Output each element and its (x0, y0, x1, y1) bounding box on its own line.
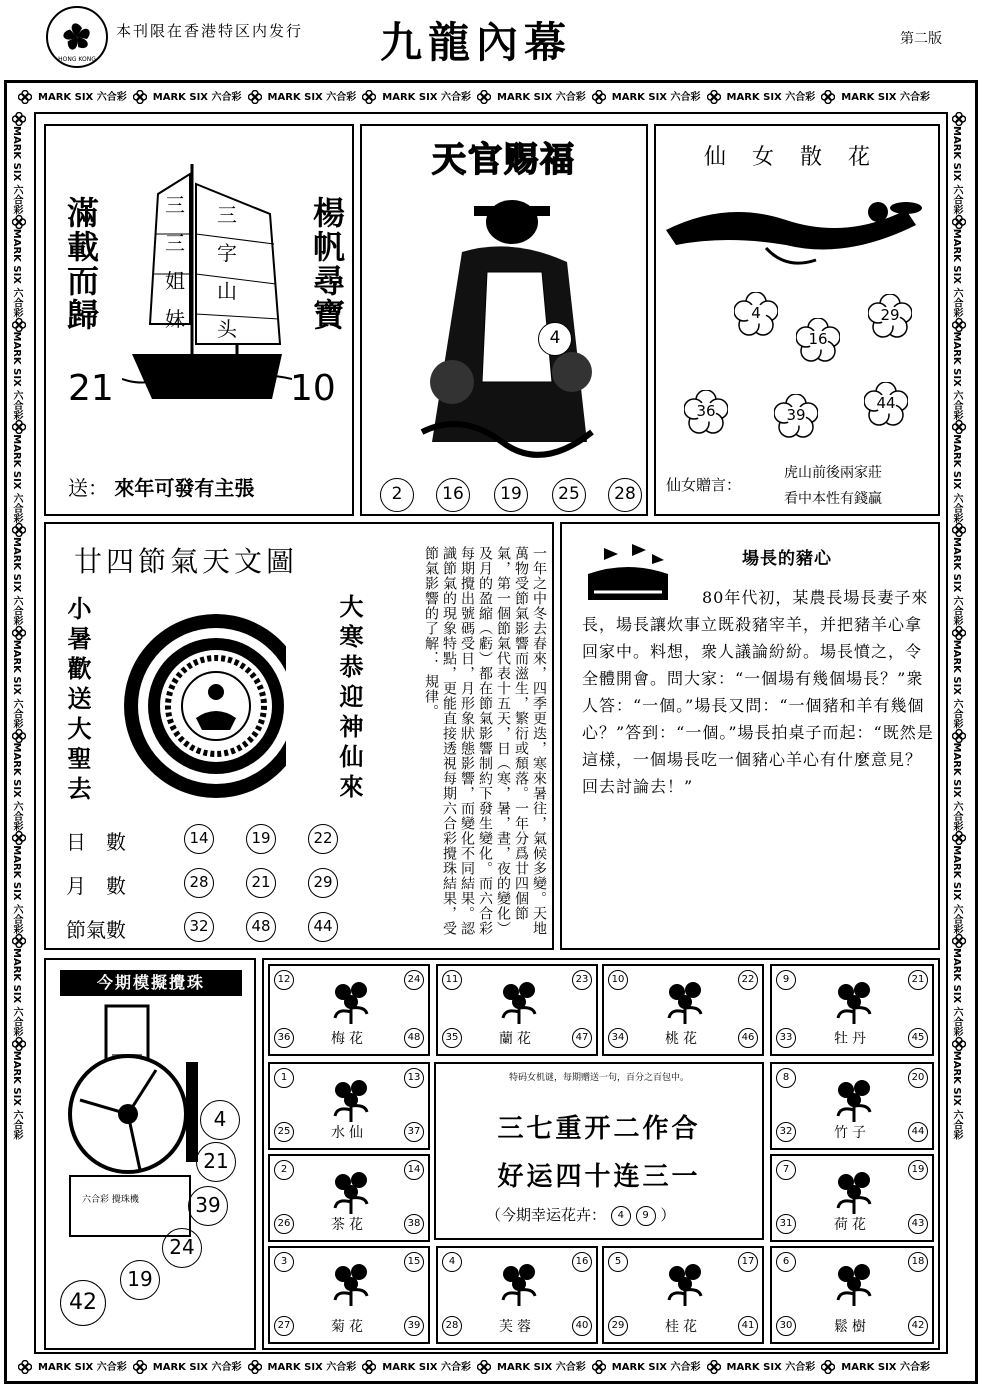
flower-num: 48 (404, 1028, 424, 1048)
flower-plant-icon (832, 1076, 876, 1122)
clover-icon (12, 420, 26, 434)
border-tag: 六合彩 (11, 287, 22, 318)
flower-num: 47 (572, 1028, 592, 1048)
riddle-tagline: 特码女机谜，每期赠送一句，百分之百包中。 (508, 1073, 689, 1083)
flower-name: 菊花 (331, 1319, 367, 1335)
boat-number-left: 21 (68, 368, 114, 409)
lucky-ball: 4 (611, 1206, 631, 1226)
solar-number-ball: 14 (184, 824, 214, 854)
sim-ball: 24 (162, 1228, 202, 1268)
clover-icon (952, 215, 966, 229)
solar-number-ball: 44 (308, 912, 338, 942)
border-tag: MARK SIX (951, 228, 962, 285)
flower-card (268, 964, 430, 1056)
border-tag: 六合彩 (670, 92, 701, 103)
flower-num: 4 (442, 1252, 462, 1272)
clover-icon (133, 1360, 147, 1374)
lucky-flower-row (486, 1204, 675, 1226)
flower-num: 1 (274, 1068, 294, 1088)
flower-number: 44 (876, 394, 896, 412)
flower-plant-icon (832, 978, 876, 1024)
flower-num: 18 (908, 1252, 928, 1272)
flower-num: 10 (608, 970, 628, 990)
heaven-ball: 2 (380, 478, 414, 512)
border-tag: 六合彩 (785, 1362, 816, 1373)
clover-icon (821, 1360, 835, 1374)
flower-number: 29 (880, 306, 900, 324)
flower-plant-icon (663, 1260, 707, 1306)
flower-plant-icon (832, 1168, 876, 1214)
solar-row (66, 908, 356, 952)
clover-icon (133, 90, 147, 104)
flower-num: 41 (738, 1316, 758, 1336)
flower-num: 27 (274, 1316, 294, 1336)
heaven-ball: 19 (494, 478, 528, 512)
gift-text: 來年可發有主張 (114, 476, 255, 500)
boat-right-phrase: 楊帆尋寶 (308, 196, 346, 332)
border-tag: 六合彩 (211, 1362, 242, 1373)
riddle-line2: 好运四十连三一 (497, 1162, 701, 1192)
sail-char: 妹 (165, 307, 185, 331)
flower-plant-icon (329, 1260, 373, 1306)
solar-number-ball: 19 (246, 824, 276, 854)
flower-name: 梅花 (331, 1031, 367, 1047)
machine-label: 六合彩 攪珠機 (82, 1195, 139, 1205)
border-tag: 六合彩 (326, 92, 357, 103)
solar-row (66, 820, 356, 864)
clover-icon (477, 90, 491, 104)
heaven-ball-row (380, 478, 640, 512)
sail-char: 姐 (165, 269, 185, 293)
flower-number: 16 (808, 330, 828, 348)
flower-plant-icon (497, 1260, 541, 1306)
flower-num: 15 (404, 1252, 424, 1272)
clover-icon (18, 90, 32, 104)
border-tag: 六合彩 (441, 92, 471, 103)
clover-icon (12, 112, 26, 126)
sail-char: 三 (165, 193, 185, 217)
clover-icon (952, 1037, 966, 1051)
flower-name: 茶花 (331, 1217, 367, 1233)
flower-num: 19 (908, 1160, 928, 1180)
flower-num: 11 (442, 970, 462, 990)
border-tag: MARK SIX (951, 639, 962, 696)
clover-icon (952, 523, 966, 537)
solar-panel (44, 522, 554, 950)
clover-icon (12, 831, 26, 845)
flower-num: 25 (274, 1122, 294, 1142)
clover-icon (952, 112, 966, 126)
clover-icon (12, 1037, 26, 1051)
flower-name: 荷花 (834, 1217, 870, 1233)
flower-num: 34 (608, 1028, 628, 1048)
flower-num: 42 (908, 1316, 928, 1336)
sim-ball: 39 (188, 1186, 228, 1226)
flower-num: 46 (738, 1028, 758, 1048)
flower-name: 鬆樹 (834, 1319, 870, 1335)
sim-ball: 19 (120, 1260, 160, 1300)
border-tag: 六合彩 (951, 493, 962, 523)
heaven-ball: 16 (436, 478, 470, 512)
lucky-end: ） (660, 1206, 676, 1224)
flower-num: 12 (274, 970, 294, 990)
border-right (950, 112, 972, 1354)
flower-num: 20 (908, 1068, 928, 1088)
solar-row (66, 864, 356, 908)
flower-num: 5 (608, 1252, 628, 1272)
clover-icon (952, 729, 966, 743)
border-tag: MARK SIX (382, 92, 438, 103)
border-tag: 六合彩 (326, 1362, 357, 1373)
border-tag: MARK SIX (951, 434, 962, 490)
boat-panel (44, 124, 354, 516)
solar-row-label: 月 數 (66, 874, 126, 898)
sail-char: 三 (217, 203, 237, 227)
flower-num: 43 (908, 1214, 928, 1234)
pig-body: 80年代初，某農長場長妻子來長，場長讓炊事立既殺豬宰羊，并把豬羊心拿回家中。料想，衆人議論紛紛。場長憤之，令全體開會。問大家：“一個場有幾個場長？”衆人答：“一個。”場長又問：“一個豬和羊有幾個心？”答到：“一個。”場長拍桌子而起：“既然是這樣，一個場長吃一個豬心羊心有什麼意見？回去討論去！” (582, 588, 934, 796)
flower-num: 31 (776, 1214, 796, 1234)
heaven-official-icon (402, 182, 612, 462)
flower-num: 37 (404, 1122, 424, 1142)
logo-caption: HONG KONG (58, 56, 96, 63)
flower-num: 8 (776, 1068, 796, 1088)
clover-icon (18, 1360, 32, 1374)
flower-ball (864, 382, 908, 426)
lucky-label: （今期幸运花卉： (486, 1206, 607, 1224)
border-top (12, 88, 970, 108)
clover-icon (952, 420, 966, 434)
flower-card (770, 1154, 934, 1242)
solar-number-ball: 28 (184, 868, 214, 898)
border-tag: 六合彩 (555, 1362, 586, 1373)
clover-icon (12, 729, 26, 743)
flower-num: 36 (274, 1028, 294, 1048)
border-tag: MARK SIX (267, 92, 323, 103)
flower-num: 14 (404, 1160, 424, 1180)
solar-left-vertical: 小暑歡送大聖去 (63, 596, 92, 806)
border-tag: 六合彩 (11, 904, 22, 934)
border-tag: MARK SIX (11, 331, 22, 387)
flower-num: 3 (274, 1252, 294, 1272)
flower-num: 39 (404, 1316, 424, 1336)
solar-row-label: 日 數 (66, 830, 126, 854)
sail-char: 三 (165, 231, 185, 255)
flower-num: 33 (776, 1028, 796, 1048)
border-tag: 六合彩 (951, 184, 962, 215)
border-tag: 六合彩 (11, 698, 22, 729)
border-tag: 六合彩 (555, 92, 586, 103)
heaven-ball: 28 (608, 478, 642, 512)
edition-label: 第二版 (900, 31, 942, 47)
border-tag: MARK SIX (38, 1362, 94, 1373)
flower-num: 9 (776, 970, 796, 990)
flower-card (268, 1154, 430, 1242)
pig-title: 場長的豬心 (742, 549, 832, 569)
border-tag: MARK SIX (951, 537, 962, 593)
astronomical-chart-icon (116, 606, 316, 806)
border-tag: MARK SIX (726, 92, 782, 103)
border-tag: 六合彩 (11, 595, 22, 626)
border-tag: 六合彩 (900, 92, 930, 103)
sail-char: 头 (217, 317, 237, 341)
border-tag: MARK SIX (951, 845, 962, 901)
border-tag: 六合彩 (951, 904, 962, 934)
border-tag: 六合彩 (951, 595, 962, 626)
fairy-icon (666, 190, 930, 280)
junk-boat-icon (122, 154, 292, 414)
border-tag: 六合彩 (96, 1362, 127, 1373)
fairy-gift-line2: 看中本性有錢贏 (784, 491, 882, 507)
flower-num: 30 (776, 1316, 796, 1336)
clover-icon (12, 215, 26, 229)
flower-plant-icon (329, 1168, 373, 1214)
flower-plant-icon (663, 978, 707, 1024)
boat-number-right: 10 (290, 368, 336, 409)
flower-number: 39 (786, 406, 806, 424)
border-tag: 六合彩 (951, 801, 962, 832)
heaven-title: 天官赐福 (432, 140, 576, 180)
border-tag: 六合彩 (11, 493, 22, 523)
flower-card (436, 964, 598, 1056)
border-tag: MARK SIX (382, 1362, 438, 1373)
border-tag: MARK SIX (951, 1050, 962, 1107)
riddle-box (434, 1062, 764, 1240)
border-tag: 六合彩 (951, 287, 962, 318)
flower-name: 桃花 (665, 1031, 701, 1047)
border-tag: MARK SIX (841, 1362, 897, 1373)
border-tag: MARK SIX (951, 331, 962, 387)
gift-label: 送： (68, 476, 108, 500)
solar-article: 一年之中冬去春來，四季更迭，寒來暑往，氣候多變。天地萬物受節氣影響而滋生，繁衍或頹落。一年分爲廿四個節氣，第一個節氣代表十五天，日（寒，暑，晝，夜的變化）及月的盈縮（虧）都在節氣影響制約下發生變化。而六合彩每期攪出號碼受日，月形象狀態影響，而變化不同結果。認識節氣的現象特點，更能直接透視每期六合彩攪珠結果，受節氣影響的了解．．規律。 (423, 546, 547, 936)
publisher-note: 本刊限在香港特区内发行 (116, 22, 304, 40)
flower-name: 蘭花 (499, 1031, 535, 1047)
solar-number-ball: 21 (246, 868, 276, 898)
boat-gift (68, 472, 254, 501)
solar-number-ball: 22 (308, 824, 338, 854)
border-tag: MARK SIX (497, 1362, 553, 1373)
border-tag: 六合彩 (951, 698, 962, 729)
heaven-ball: 25 (552, 478, 586, 512)
border-tag: MARK SIX (841, 92, 897, 103)
flower-ball (868, 294, 912, 338)
lucky-ball: 9 (636, 1206, 656, 1226)
flower-num: 2 (274, 1160, 294, 1180)
pig-panel (560, 522, 940, 950)
border-tag: 六合彩 (11, 184, 22, 215)
border-tag: MARK SIX (11, 948, 22, 1004)
border-tag: 六合彩 (11, 390, 22, 421)
flower-card (268, 1062, 430, 1150)
sail-left-chars (158, 186, 192, 338)
flower-num: 24 (404, 970, 424, 990)
flower-num: 17 (738, 1252, 758, 1272)
sail-char: 字 (217, 241, 237, 265)
solar-number-ball: 32 (184, 912, 214, 942)
flower-card (602, 964, 764, 1056)
draw-machine-icon (60, 1004, 200, 1244)
clover-icon (12, 318, 26, 332)
simulation-panel (44, 958, 256, 1350)
fairy-gift-label: 仙女贈言： (666, 476, 742, 494)
flower-num: 22 (738, 970, 758, 990)
simulation-title: 今期模擬攪珠 (60, 970, 242, 996)
clover-icon (592, 1360, 606, 1374)
flower-ball (774, 394, 818, 438)
fairy-gift-line1: 虎山前後兩家莊 (784, 465, 882, 481)
flower-card (770, 964, 934, 1056)
clover-icon (952, 318, 966, 332)
border-tag: MARK SIX (611, 92, 668, 103)
solar-row-label: 節氣數 (66, 918, 126, 942)
page-title: 九龍內幕 (380, 18, 573, 67)
flower-num: 45 (908, 1028, 928, 1048)
border-tag: MARK SIX (152, 1362, 209, 1373)
flower-plant-icon (329, 1076, 373, 1122)
clover-icon (707, 1360, 721, 1374)
border-tag: MARK SIX (497, 92, 553, 103)
clover-icon (362, 1360, 376, 1374)
border-tag: MARK SIX (11, 537, 22, 593)
flower-num: 26 (274, 1214, 294, 1234)
border-tag: 六合彩 (11, 801, 22, 832)
border-tag: MARK SIX (951, 126, 962, 182)
fairy-panel (654, 124, 940, 516)
clover-icon (248, 1360, 262, 1374)
border-tag: 六合彩 (441, 1362, 471, 1373)
flower-name: 牡丹 (834, 1031, 870, 1047)
border-tag: 六合彩 (11, 1006, 22, 1037)
flower-plant-icon (832, 1260, 876, 1306)
border-tag: MARK SIX (11, 126, 22, 182)
heaven-center-ball: 4 (538, 322, 572, 356)
border-left (10, 112, 32, 1354)
clover-icon (12, 934, 26, 948)
flower-num: 16 (572, 1252, 592, 1272)
clover-icon (952, 934, 966, 948)
solar-right-vertical: 大寒恭迎神仙來 (335, 594, 364, 804)
boat-left-phrase: 滿載而歸 (62, 196, 100, 332)
border-tag: MARK SIX (11, 639, 22, 696)
sim-ball: 21 (196, 1142, 236, 1182)
flower-card (770, 1246, 934, 1344)
flower-ball (796, 318, 840, 362)
flower-num: 28 (442, 1316, 462, 1336)
flower-card (436, 1246, 598, 1344)
flower-name: 桂花 (665, 1319, 701, 1335)
flower-name: 竹子 (834, 1125, 870, 1141)
clover-icon (707, 90, 721, 104)
clover-icon (12, 626, 26, 640)
riddle-line1: 三七重开二作合 (497, 1114, 701, 1144)
flower-card (770, 1062, 934, 1150)
flower-plant-icon (497, 978, 541, 1024)
solar-number-ball: 48 (246, 912, 276, 942)
sail-right-chars (210, 196, 244, 348)
sim-ball: 42 (60, 1280, 106, 1326)
border-tag: MARK SIX (726, 1362, 782, 1373)
flower-num: 44 (908, 1122, 928, 1142)
solar-number-ball: 29 (308, 868, 338, 898)
flower-ball (684, 390, 728, 434)
heaven-panel (360, 124, 648, 516)
clover-icon (592, 90, 606, 104)
flower-num: 21 (908, 970, 928, 990)
clover-icon (952, 626, 966, 640)
clover-icon (362, 90, 376, 104)
clover-icon (248, 90, 262, 104)
flower-num: 13 (404, 1068, 424, 1088)
flower-num: 29 (608, 1316, 628, 1336)
border-tag: 六合彩 (951, 1109, 962, 1140)
border-tag: 六合彩 (96, 92, 127, 103)
flower-num: 6 (776, 1252, 796, 1272)
flower-name: 水仙 (331, 1125, 367, 1141)
border-tag: 六合彩 (670, 1362, 701, 1373)
fairy-title: 仙女散花 (704, 145, 897, 170)
border-tag: MARK SIX (152, 92, 209, 103)
border-tag: MARK SIX (11, 1050, 22, 1107)
border-tag: 六合彩 (900, 1362, 930, 1373)
solar-title: 廿四節氣天文圖 (74, 545, 299, 578)
flower-num: 38 (404, 1214, 424, 1234)
border-tag: MARK SIX (611, 1362, 668, 1373)
border-tag: MARK SIX (11, 845, 22, 901)
flower-name: 芙蓉 (499, 1319, 535, 1335)
clover-icon (12, 523, 26, 537)
border-bottom (12, 1358, 970, 1378)
flower-number: 36 (696, 402, 716, 420)
solar-number-rows (66, 820, 356, 952)
border-tag: MARK SIX (11, 434, 22, 490)
clover-icon (821, 90, 835, 104)
border-tag: MARK SIX (951, 948, 962, 1004)
flower-ball (734, 292, 778, 336)
flower-num: 40 (572, 1316, 592, 1336)
sim-ball: 4 (200, 1100, 240, 1140)
flower-num: 35 (442, 1028, 462, 1048)
clover-icon (952, 831, 966, 845)
flower-card (268, 1246, 430, 1344)
flower-num: 7 (776, 1160, 796, 1180)
flower-num: 23 (572, 970, 592, 990)
border-tag: MARK SIX (11, 228, 22, 285)
border-tag: 六合彩 (785, 92, 816, 103)
border-tag: 六合彩 (951, 390, 962, 421)
border-tag: 六合彩 (211, 92, 242, 103)
border-tag: MARK SIX (951, 742, 962, 798)
flower-num: 32 (776, 1122, 796, 1142)
flower-number: 4 (751, 304, 761, 322)
sail-char: 山 (217, 279, 237, 303)
border-tag: MARK SIX (267, 1362, 323, 1373)
border-tag: 六合彩 (951, 1006, 962, 1037)
flower-plant-icon (329, 978, 373, 1024)
border-tag: 六合彩 (11, 1109, 22, 1140)
flower-card (602, 1246, 764, 1344)
border-tag: MARK SIX (38, 92, 94, 103)
border-tag: MARK SIX (11, 742, 22, 798)
clover-icon (477, 1360, 491, 1374)
